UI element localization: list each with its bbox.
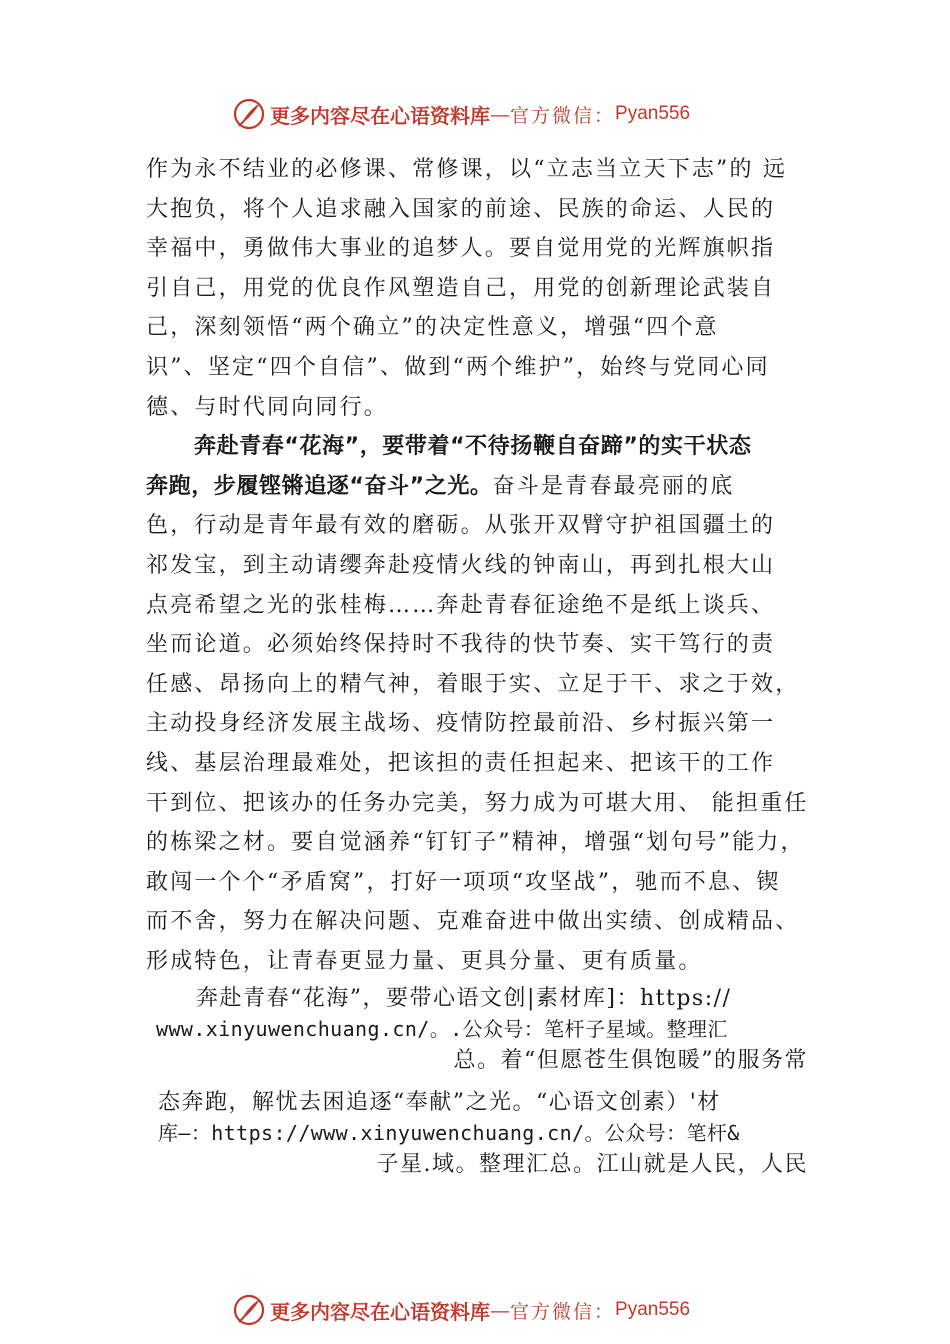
body-line: 线、基层治理最难处，把该担的责任担起来、把该干的工作 (146, 750, 776, 776)
source-note-line: 态奔跑，解忧去困追逐“奉献”之光。“心语文创素）'材 (158, 1090, 721, 1115)
banner-title: 更多内容尽在心语资料库 (270, 1299, 490, 1324)
banner-dash: — (490, 1298, 510, 1322)
section-heading-bold: 奔跑，步履铿锵追逐“奋斗”之光。 (146, 473, 493, 499)
footer-banner (232, 1292, 752, 1328)
source-note-line: 库—：https://www.xinyuwenchuang.cn/。公众号：笔杆& (158, 1121, 740, 1145)
body-line: 而不舍，努力在解决问题、克难奋进中做出实绩、创成精品、 (146, 909, 800, 935)
source-note-line: 子星.域。整理汇总。江山就是人民，人民 (376, 1152, 808, 1177)
body-line: 识”、坚定“四个自信”、做到“两个维护”，始终与党同心同 (146, 354, 770, 380)
banner-title: 更多内容尽在心语资料库 (270, 103, 490, 128)
body-line: 引自己，用党的优良作风塑造自己，用党的创新理论武装自 (146, 275, 776, 301)
source-note-2 (146, 1087, 808, 1180)
source-note-line: www.xinyuwenchuang.cn/。.公众号：笔杆子星域。整理汇 (156, 1017, 728, 1041)
body-line: 主动投身经济发展主战场、疫情防控最前沿、乡村振兴第一 (146, 711, 776, 737)
body-line: 幸福中，勇做伟大事业的追梦人。要自觉用党的光辉旗帜指 (146, 236, 776, 262)
section-heading: 奔赴青春“花海”，要带着“不待扬鞭自奋蹄”的实干状态 (194, 434, 752, 460)
body-line: 干到位、把该办的任务办完美，努力成为可堪大用、 能担重任 (146, 790, 809, 816)
body-line: 德、与时代同向同行。 (146, 394, 389, 420)
banner-wechat-id: Pyan556 (615, 1299, 691, 1320)
banner-wechat-label: 官方微信： (510, 104, 616, 127)
quill-logo-icon (232, 1293, 266, 1327)
body-line: 坐而论道。必须始终保持时不我待的快节奏、实干笃行的责 (146, 632, 776, 658)
body-line: 大抱负，将个人追求融入国家的前途、民族的命运、人民的 (146, 196, 776, 222)
body-line: 形成特色，让青春更显力量、更具分量、更有质量。 (146, 948, 703, 974)
body-line: 色，行动是青年最有效的磨砺。从张开双臂守护祖国疆土的 (146, 513, 776, 539)
body-line: 点亮希望之光的张桂梅……奔赴青春征途绝不是纸上谈兵、 (146, 592, 776, 618)
banner-wechat-label: 官方微信： (510, 1300, 616, 1323)
body-line: 任感、昂扬向上的精气神，着眼于实、立足于干、求之于效， (146, 671, 800, 697)
banner-wechat-id: Pyan556 (615, 103, 691, 124)
source-note-line: 奔赴青春“花海”，要带心语文创|素材库]：https:// (196, 986, 732, 1011)
source-note-line: 总。着“但愿苍生俱饱暖”的服务常 (453, 1048, 808, 1073)
body-line: 作为永不结业的必修课、常修课，以“立志当立天下志”的 远 (146, 157, 788, 182)
section-heading-rest: 奋斗是青春最亮丽的底 (492, 473, 735, 499)
section-heading-line2 (146, 467, 836, 507)
header-banner (232, 96, 752, 132)
body-line: 己，深刻领悟“两个确立”的决定性意义，增强“四个意 (146, 315, 719, 341)
quill-logo-icon (232, 97, 266, 131)
body-line: 祁发宝，到主动请缨奔赴疫情火线的钟南山，再到扎根大山 (146, 552, 776, 578)
document-body (146, 150, 836, 981)
banner-dash: — (490, 102, 510, 126)
body-line: 的栋梁之材。要自觉涵养“钉钉子”精神，增强“划句号”能力， (146, 830, 805, 856)
source-note-1 (146, 983, 808, 1076)
body-line: 敢闯一个个“矛盾窝”，打好一项项“攻坚战”，驰而不息、锲 (146, 869, 781, 895)
